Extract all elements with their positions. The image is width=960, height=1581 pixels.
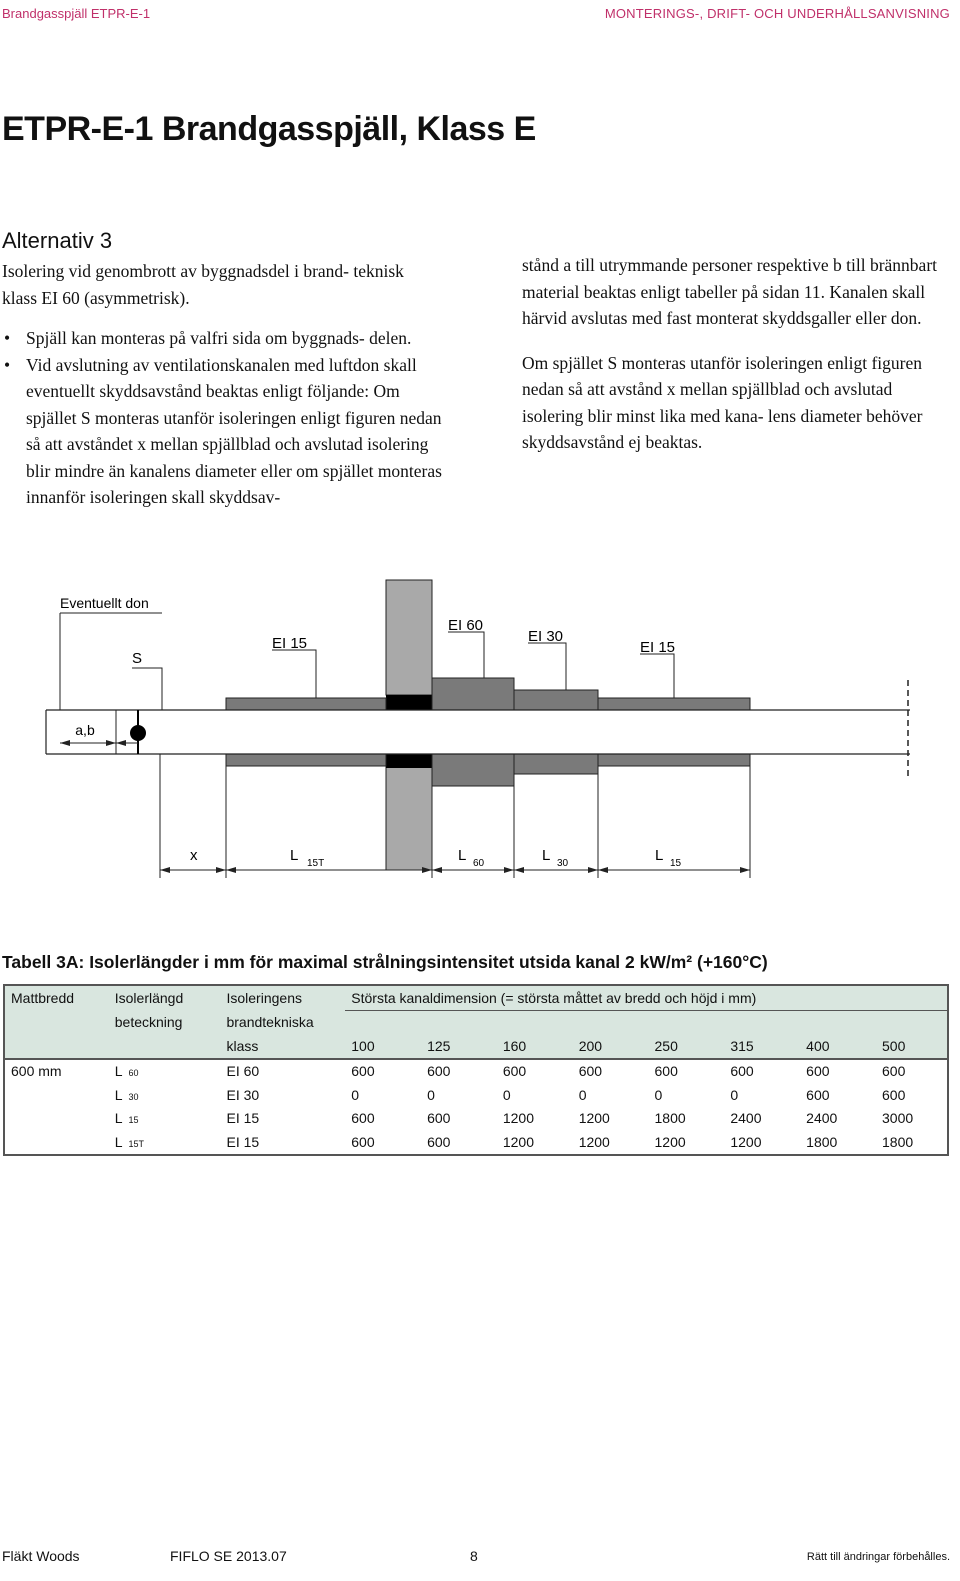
l15t-subscript: 15T: [307, 858, 325, 869]
l-subscript: 15: [128, 1115, 139, 1126]
table-cell: 600: [345, 1059, 421, 1084]
damper-axis: [130, 725, 146, 741]
table-cell: 600: [497, 1059, 573, 1084]
l30-label: L: [542, 847, 551, 864]
table-cell: 1200: [502, 1110, 535, 1127]
text-column-right: [522, 252, 952, 474]
intro-text: Isolering vid genombrott av byggnadsdel i brand- teknisk klass EI 60 (asymmetrisk).: [2, 261, 404, 308]
dim-cell: 315: [724, 1034, 800, 1059]
table-cell: [4, 1083, 109, 1107]
page-title: ETPR-E-1 Brandgasspjäll, Klass E: [2, 110, 536, 148]
bullet-text: Spjäll kan monteras på valfri sida om byggnads- delen.: [26, 328, 412, 348]
table-cell: 600: [427, 1110, 451, 1127]
wall-seal-lower: [386, 754, 432, 768]
header-cell: Största kanaldimension (= största måttet av bredd och höjd i mm): [345, 985, 948, 1010]
ei15-left-label: EI 15: [272, 635, 308, 652]
insulation-ei15-right: [598, 698, 750, 710]
insulation-ei30-lower: [514, 754, 598, 774]
insulation-ei15-left-lower: [226, 754, 386, 766]
insulation-ei30: [514, 690, 598, 710]
l-label: L: [114, 1133, 123, 1150]
l30-subscript: 30: [557, 858, 569, 869]
bullet-item: [2, 352, 442, 511]
insulation-ei15-left: [226, 698, 386, 710]
paragraph: stånd a till utrymmande personer respektive b till brännbart material beaktas enligt tabeller på sidan 11. Kanalen skall härvid avslutas med fast monterat skyddsgaller eller don.: [522, 255, 938, 328]
insulation-ei60: [432, 678, 514, 710]
l15-label: L: [655, 847, 664, 864]
bullet-text: Vid avslutning av ventilationskanalen med luftdon skall eventuellt skyddsavstånd beaktas enligt följande: Om spjället S monteras utanför isoleringen enligt figuren nedan så att avståndet x mellan spjällblad och avslutad isolering blir mindre än kanalens diameter eller om spjället monteras innanför isoleringen skall skyddsav-: [26, 354, 442, 507]
insulation-ei60-lower: [432, 754, 514, 786]
footer-doc: FIFLO SE 2013.07: [170, 1548, 287, 1564]
table-header-row: [4, 985, 948, 1010]
ei30-label: EI 30: [528, 628, 564, 645]
l-subscript: 60: [128, 1068, 139, 1079]
dim-cell: 160: [497, 1034, 573, 1059]
l60-label: L: [458, 847, 467, 864]
table-cell: 2400: [806, 1110, 838, 1127]
header-right: MONTERINGS-, DRIFT- OCH UNDERHÅLLSANVISNING: [604, 6, 950, 21]
table-cell: 1800: [882, 1133, 914, 1150]
table-cell: 0: [730, 1086, 739, 1103]
s-label: S: [132, 650, 143, 667]
table-cell: 0: [427, 1086, 435, 1103]
table-cell: [109, 1083, 221, 1107]
table-cell: 600: [351, 1133, 375, 1150]
header-cell: beteckning: [109, 1010, 221, 1034]
table-cell: 1800: [806, 1133, 838, 1150]
l15-subscript: 15: [670, 858, 682, 869]
header-cell: Mattbredd: [4, 985, 109, 1010]
l-subscript: 15T: [128, 1138, 145, 1149]
dim-cell: 250: [649, 1034, 725, 1059]
table-cell: 600: [421, 1059, 497, 1084]
table-cell: [109, 1059, 221, 1084]
insulation-table: [3, 984, 949, 1156]
header-cell: Isolerlängd: [109, 985, 221, 1010]
l-label: L: [114, 1086, 123, 1103]
table-cell: 600 mm: [4, 1059, 109, 1084]
bullet-list: [2, 325, 442, 511]
text-column-left: [2, 258, 442, 511]
table-cell: EI 15: [226, 1133, 260, 1150]
table-cell: 1800: [654, 1110, 686, 1127]
eventuellt-don-label: Eventuellt don: [60, 595, 149, 611]
table-cell: 600: [351, 1110, 375, 1127]
dim-cell: 500: [876, 1034, 948, 1059]
footer-company: Fläkt Woods: [2, 1548, 80, 1564]
table-cell: EI 15: [226, 1110, 260, 1127]
table-cell: 600: [800, 1059, 876, 1084]
table-cell: 1200: [654, 1133, 686, 1150]
insulation-ei15-right-lower: [598, 754, 750, 766]
table-cell: 600: [649, 1059, 725, 1084]
l-label: L: [114, 1063, 123, 1080]
table-cell: 1200: [730, 1133, 762, 1150]
footer-rights: Rätt till ändringar förbehålles.: [806, 1551, 950, 1563]
dim-cell: 100: [345, 1034, 421, 1059]
l60-subscript: 60: [473, 858, 485, 869]
table-cell: 600: [427, 1133, 451, 1150]
l-label: L: [114, 1110, 123, 1127]
table-cell: EI 60: [220, 1059, 345, 1084]
ab-label: a,b: [75, 722, 95, 738]
table-cell: 1200: [578, 1110, 610, 1127]
ei60-label: EI 60: [448, 617, 484, 634]
table-row: [4, 1083, 948, 1107]
header-cell: klass: [220, 1034, 345, 1059]
wall-upper: [386, 580, 432, 695]
ei15-right-label: EI 15: [640, 639, 676, 656]
table-header-row: [4, 1010, 948, 1034]
table-cell: 1200: [502, 1133, 535, 1150]
bullet-icon: •: [4, 354, 11, 375]
dim-cell: 400: [800, 1034, 876, 1059]
table-row: [4, 1107, 948, 1131]
installation-figure: [0, 570, 960, 890]
wall-seal-upper: [386, 695, 432, 710]
header-cell: brandtekniska: [220, 1010, 345, 1034]
table-cell: 600: [724, 1059, 800, 1084]
alternative-heading: Alternativ 3: [2, 228, 113, 253]
bullet-item: [2, 325, 442, 352]
dim-cell: 200: [573, 1034, 649, 1059]
table-cell: 0: [578, 1086, 587, 1103]
table-cell: [4, 1130, 109, 1155]
wall-lower: [386, 760, 432, 870]
table-cell: 3000: [882, 1110, 914, 1127]
table-cell: 0: [351, 1086, 360, 1103]
header-cell: Isoleringens: [220, 985, 345, 1010]
table-cell: 0: [502, 1086, 511, 1103]
table-cell: 0: [654, 1086, 663, 1103]
table-header-row: [4, 1034, 948, 1059]
l15t-label: L: [290, 847, 299, 864]
table-cell: 600: [806, 1086, 830, 1103]
header-left: Brandgasspjäll ETPR-E-1: [2, 6, 151, 21]
table-cell: EI 30: [226, 1086, 260, 1103]
table-cell: 600: [876, 1059, 948, 1084]
table-cell: [4, 1107, 109, 1131]
paragraph: Om spjället S monteras utanför isoleringen enligt figuren nedan så att avstånd x mellan spjällblad och avslutad isolering blir minst lika med kana- lens diameter behöver skyddsavstånd ej beaktas.: [522, 352, 923, 452]
table-row: [4, 1059, 948, 1084]
bullet-icon: •: [4, 328, 11, 348]
x-label: x: [190, 847, 198, 864]
table-cell: 600: [573, 1059, 649, 1084]
footer-page-number: 8: [470, 1548, 478, 1564]
dim-cell: 125: [421, 1034, 497, 1059]
table-cell: 2400: [730, 1110, 762, 1127]
table-cell: 1200: [578, 1133, 610, 1150]
table-caption: Tabell 3A: Isolerlängder i mm för maximal strålningsintensitet utsida kanal 2 kW/m² (+160°C): [2, 952, 768, 972]
table-cell: [109, 1107, 221, 1131]
table-cell: 600: [882, 1086, 906, 1103]
table-cell: [109, 1130, 221, 1155]
table-row: [4, 1130, 948, 1155]
l-subscript: 30: [128, 1091, 139, 1102]
